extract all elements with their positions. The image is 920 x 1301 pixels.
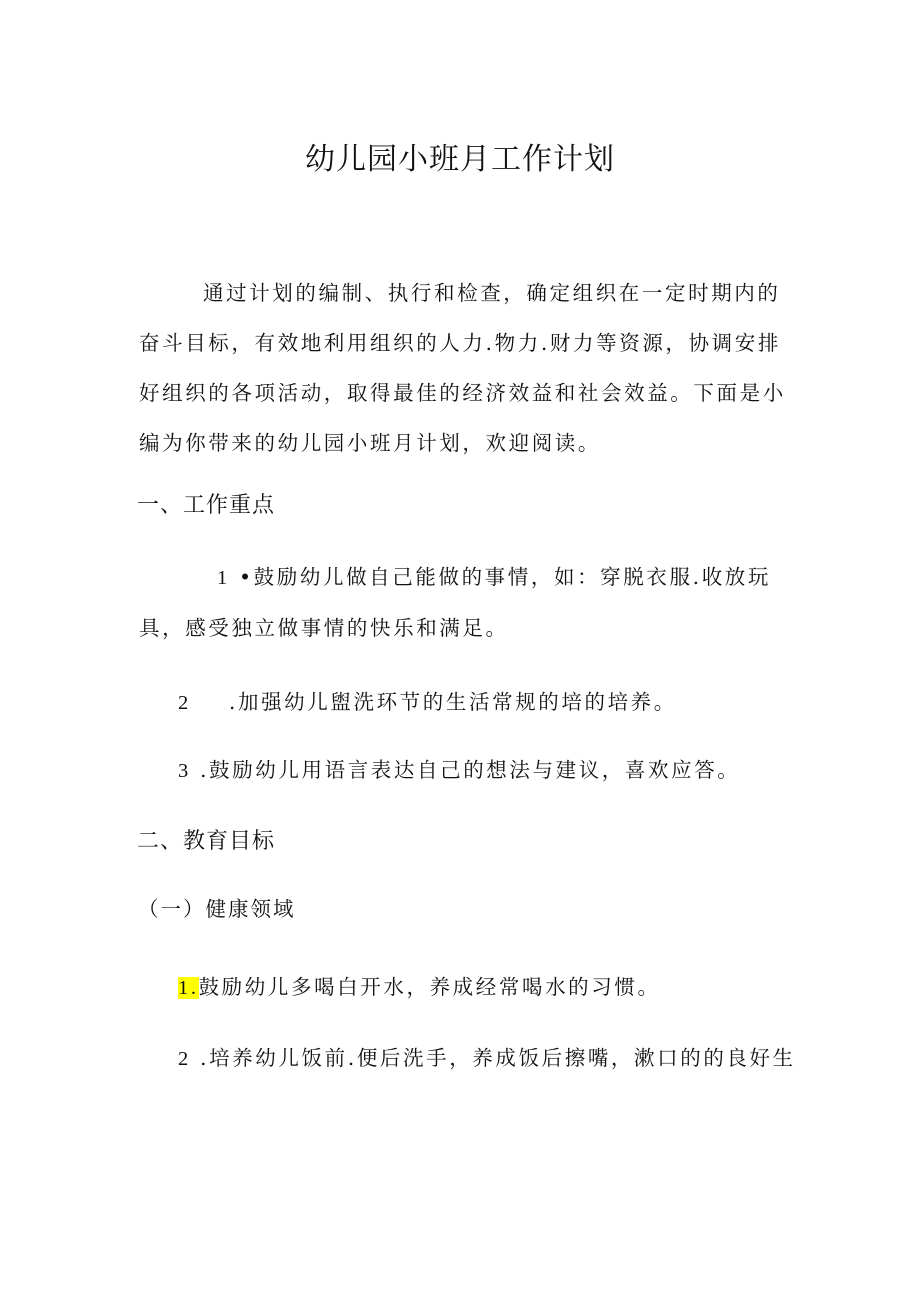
item-number-highlighted: 1. (178, 977, 199, 999)
health-item-1 (178, 971, 661, 1004)
work-focus-item-3 (178, 754, 740, 787)
intro-paragraph: 通过计划的编制、执行和检查，确定组织在一定时期内的奋斗目标，有效地利用组织的人力.物力.财力等资源，协调安排好组织的各项活动，取得最佳的经济效益和社会效益。下面是小编为你带来的幼儿园小班月计划，欢迎阅读。 (139, 281, 786, 455)
item-text: .鼓励幼儿用语言表达自己的想法与建议，喜欢应答。 (199, 758, 741, 782)
section-heading-education-goals: 二、教育目标 (137, 829, 276, 854)
item-text: .培养幼儿饭前.便后洗手，养成饭后擦嘴，漱口的的良好生 (199, 1046, 796, 1070)
item-number: 1 (217, 567, 230, 589)
item-number: 2 (178, 1048, 191, 1070)
document-title: 幼儿园小班月工作计划 (305, 142, 615, 177)
item-number: 3 (178, 760, 191, 782)
item-text: .加强幼儿盥洗环节的生活常规的培的培养。 (228, 690, 677, 714)
work-focus-item-1 (139, 552, 789, 653)
item-number: 2 (178, 692, 191, 714)
item-text: •鼓励幼儿做自己能做的事情，如：穿脱衣服.收放玩具，感受独立做事情的快乐和满足。 (139, 565, 771, 640)
work-focus-item-2 (178, 686, 677, 719)
section-heading-work-focus: 一、工作重点 (137, 493, 276, 518)
item-text: 鼓励幼儿多喝白开水，养成经常喝水的习惯。 (198, 975, 661, 999)
health-item-2 (178, 1042, 796, 1075)
subsection-health: （一）健康领域 (138, 897, 296, 921)
